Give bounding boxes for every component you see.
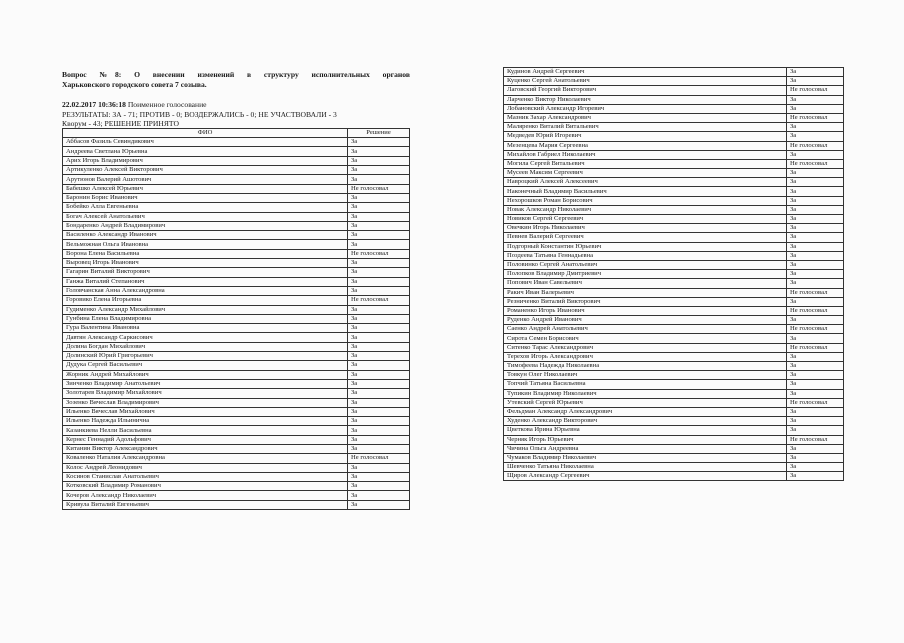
table-row xyxy=(63,389,410,398)
vote-decision: Не голосовал xyxy=(787,306,844,315)
deputy-name: Подгорный Константин Юрьевич xyxy=(504,242,787,251)
vote-decision: За xyxy=(787,150,844,159)
vote-decision: За xyxy=(787,123,844,132)
vote-decision: За xyxy=(787,242,844,251)
table-row xyxy=(63,482,410,491)
deputy-name: Куценко Сергей Анатольевич xyxy=(504,77,787,86)
table-row xyxy=(504,472,844,481)
table-row xyxy=(63,240,410,249)
vote-decision: За xyxy=(787,187,844,196)
vote-decision: За xyxy=(787,178,844,187)
table-row xyxy=(504,77,844,86)
table-row xyxy=(63,454,410,463)
deputy-name: Ганжа Виталий Степанович xyxy=(63,277,348,286)
deputy-name: Могила Сергей Витальевич xyxy=(504,159,787,168)
vote-decision: Не голосовал xyxy=(787,86,844,95)
voting-timestamp: 22.02.2017 10:36:18 xyxy=(62,100,126,109)
deputy-name: Бaронин Борис Иванович xyxy=(63,193,348,202)
vote-decision: За xyxy=(787,407,844,416)
vote-decision: За xyxy=(348,221,410,230)
vote-decision: За xyxy=(787,104,844,113)
vote-decision: За xyxy=(348,342,410,351)
deputy-name: Саенко Андрей Анатольевич xyxy=(504,325,787,334)
deputy-name: Новиков Сергей Сергеевич xyxy=(504,215,787,224)
vote-decision: За xyxy=(787,380,844,389)
header-decision: Решение xyxy=(348,129,410,138)
table-row xyxy=(504,169,844,178)
table-row xyxy=(504,113,844,122)
table-row xyxy=(504,205,844,214)
deputy-name: Шевченко Татьяна Николаевна xyxy=(504,463,787,472)
vote-decision: За xyxy=(348,472,410,481)
table-row xyxy=(504,178,844,187)
table-row xyxy=(63,370,410,379)
vote-decision: За xyxy=(787,270,844,279)
vote-decision: За xyxy=(348,361,410,370)
vote-decision: За xyxy=(348,268,410,277)
vote-decision: За xyxy=(348,156,410,165)
deputy-name: Долинский Юрий Григорьевич xyxy=(63,352,348,361)
vote-table-right xyxy=(503,67,844,481)
vote-decision: За xyxy=(787,95,844,104)
table-row xyxy=(504,407,844,416)
deputy-name: Золотарев Владимир Михайлович xyxy=(63,389,348,398)
deputy-name: Богач Алексей Анатольевич xyxy=(63,212,348,221)
deputy-name: Руденко Андрей Иванович xyxy=(504,316,787,325)
table-row xyxy=(504,288,844,297)
vote-decision: За xyxy=(348,277,410,286)
table-row xyxy=(63,231,410,240)
vote-decision: За xyxy=(787,362,844,371)
vote-decision: За xyxy=(787,371,844,380)
table-row xyxy=(63,333,410,342)
table-row xyxy=(63,193,410,202)
table-row xyxy=(504,150,844,159)
vote-decision: За xyxy=(348,435,410,444)
table-row xyxy=(63,268,410,277)
voting-quorum: Кворум - 43; РЕШЕНИЕ ПРИНЯТО xyxy=(62,119,179,128)
vote-decision: За xyxy=(787,352,844,361)
vote-decision: Не голосовал xyxy=(787,398,844,407)
vote-decision: За xyxy=(348,333,410,342)
deputy-name: Лаговский Георгий Викторович xyxy=(504,86,787,95)
table-row xyxy=(504,233,844,242)
deputy-name: Сирота Семен Борисович xyxy=(504,334,787,343)
vote-decision: За xyxy=(787,132,844,141)
deputy-name: Топчий Татьяна Васильевна xyxy=(504,380,787,389)
deputy-name: Выровец Игорь Иванович xyxy=(63,259,348,268)
question-title-line1: Вопрос №8: О внесении изменений в структуру исполнительных органов xyxy=(62,70,410,79)
deputy-name: Вельможная Ольга Ивановна xyxy=(63,240,348,249)
voting-type: Поименное голосование xyxy=(127,100,207,109)
deputy-name: Бондаренко Андрей Владимирович xyxy=(63,221,348,230)
deputy-name: Половинко Сергей Анатольевич xyxy=(504,260,787,269)
table-row xyxy=(63,491,410,500)
deputy-name: Кудинов Андрей Сергеевич xyxy=(504,68,787,77)
vote-decision: За xyxy=(348,286,410,295)
table-row xyxy=(63,296,410,305)
deputy-name: Косинов Станислав Анатольевич xyxy=(63,472,348,481)
deputy-name: Михайлов Габриел Николаевич xyxy=(504,150,787,159)
vote-decision: За xyxy=(787,196,844,205)
table-row xyxy=(63,407,410,416)
deputy-name: Медведев Юрий Игоревич xyxy=(504,132,787,141)
deputy-name: Мазник Захар Александрович xyxy=(504,113,787,122)
deputy-name: Певнев Валерий Сергеевич xyxy=(504,233,787,242)
deputy-name: Щиров Александр Сергеевич xyxy=(504,472,787,481)
vote-decision: За xyxy=(348,370,410,379)
table-row xyxy=(504,417,844,426)
deputy-name: Резниченко Виталий Викторович xyxy=(504,297,787,306)
vote-decision: За xyxy=(787,334,844,343)
vote-decision: За xyxy=(787,463,844,472)
deputy-name: Китанин Виктор Александрович xyxy=(63,444,348,453)
table-row xyxy=(63,314,410,323)
table-row xyxy=(504,362,844,371)
table-row xyxy=(63,249,410,258)
table-row xyxy=(63,463,410,472)
table-row xyxy=(504,352,844,361)
table-row xyxy=(63,147,410,156)
table-row xyxy=(63,352,410,361)
deputy-name: Товкун Олег Николаевич xyxy=(504,371,787,380)
table-row xyxy=(63,417,410,426)
table-row xyxy=(504,270,844,279)
deputy-name: Чичина Ольга Андреевна xyxy=(504,444,787,453)
vote-decision: За xyxy=(787,453,844,462)
table-row xyxy=(504,224,844,233)
table-row xyxy=(504,141,844,150)
deputy-name: Черняк Игорь Юрьевич xyxy=(504,435,787,444)
table-row xyxy=(504,242,844,251)
vote-decision: За xyxy=(787,77,844,86)
vote-decision: За xyxy=(348,491,410,500)
table-row xyxy=(504,132,844,141)
vote-decision: За xyxy=(348,175,410,184)
vote-decision: За xyxy=(348,398,410,407)
table-row xyxy=(63,166,410,175)
deputy-name: Новак Александр Николаевич xyxy=(504,205,787,214)
table-row xyxy=(63,435,410,444)
table-row xyxy=(504,371,844,380)
deputy-name: Артикуленко Алексей Викторович xyxy=(63,166,348,175)
table-row xyxy=(504,95,844,104)
deputy-name: Головчанская Анна Александровна xyxy=(63,286,348,295)
voting-meta xyxy=(62,100,422,129)
table-row xyxy=(504,104,844,113)
table-row xyxy=(63,203,410,212)
table-row xyxy=(504,463,844,472)
table-row xyxy=(504,316,844,325)
table-row xyxy=(63,184,410,193)
header-name: ФИО xyxy=(63,129,348,138)
table-row xyxy=(63,472,410,481)
deputy-name: Бабешко Алексей Юрьевич xyxy=(63,184,348,193)
table-row xyxy=(63,444,410,453)
vote-decision: За xyxy=(787,279,844,288)
vote-decision: За xyxy=(348,240,410,249)
vote-decision: За xyxy=(787,260,844,269)
deputy-name: Жорник Андрей Михайлович xyxy=(63,370,348,379)
table-row xyxy=(504,279,844,288)
table-row xyxy=(504,380,844,389)
vote-decision: За xyxy=(348,389,410,398)
table-row xyxy=(63,212,410,221)
vote-decision: За xyxy=(787,426,844,435)
deputy-name: Тимофеева Надежда Николаевна xyxy=(504,362,787,371)
deputy-name: Худенко Александр Викторович xyxy=(504,417,787,426)
vote-decision: За xyxy=(787,316,844,325)
table-row xyxy=(504,297,844,306)
table-row xyxy=(504,123,844,132)
deputy-name: Гунбина Елена Владимировна xyxy=(63,314,348,323)
table-row xyxy=(63,342,410,351)
vote-decision: За xyxy=(348,407,410,416)
vote-decision: За xyxy=(787,389,844,398)
deputy-name: Зозенко Вячеслав Владимирович xyxy=(63,398,348,407)
table-row xyxy=(63,379,410,388)
table-row xyxy=(504,389,844,398)
vote-decision: За xyxy=(348,203,410,212)
deputy-name: Полопков Владимир Дмитриевич xyxy=(504,270,787,279)
vote-decision: Не голосовал xyxy=(348,454,410,463)
vote-decision: За xyxy=(787,68,844,77)
vote-decision: За xyxy=(787,444,844,453)
vote-decision: За xyxy=(348,500,410,509)
vote-decision: За xyxy=(348,138,410,147)
table-row xyxy=(504,196,844,205)
vote-decision: Не голосовал xyxy=(348,184,410,193)
table-row xyxy=(63,259,410,268)
deputy-name: Фельдман Александр Александрович xyxy=(504,407,787,416)
deputy-name: Арутюнов Валерий Ашотович xyxy=(63,175,348,184)
deputy-name: Ларченко Виктор Николаевич xyxy=(504,95,787,104)
deputy-name: Долина Богдан Михайлович xyxy=(63,342,348,351)
vote-decision: За xyxy=(787,233,844,242)
deputy-name: Зинченко Владимир Анатольевич xyxy=(63,379,348,388)
table-row xyxy=(63,361,410,370)
deputy-name: Коваленко Наталия Александровна xyxy=(63,454,348,463)
table-row xyxy=(63,286,410,295)
deputy-name: Нехорошков Роман Борисович xyxy=(504,196,787,205)
vote-table-left xyxy=(62,128,410,510)
deputy-name: Горовико Елена Игорьевна xyxy=(63,296,348,305)
vote-decision: За xyxy=(348,324,410,333)
deputy-name: Ильенко Вячеслав Михайлович xyxy=(63,407,348,416)
table-row xyxy=(504,68,844,77)
deputy-name: Наконечный Владимир Васильевич xyxy=(504,187,787,196)
vote-decision: Не голосовал xyxy=(348,296,410,305)
vote-decision: За xyxy=(348,193,410,202)
table-row xyxy=(504,334,844,343)
table-row xyxy=(504,444,844,453)
deputy-name: Давтян Александр Саркисович xyxy=(63,333,348,342)
vote-decision: За xyxy=(787,169,844,178)
table-header-row xyxy=(63,129,410,138)
question-title-line2: Харьковского городского совета 7 созыва. xyxy=(62,80,207,89)
deputy-name: Утевский Сергей Юрьевич xyxy=(504,398,787,407)
vote-decision: Не голосовал xyxy=(787,159,844,168)
vote-decision: За xyxy=(787,297,844,306)
table-row xyxy=(504,187,844,196)
deputy-name: Тупикин Владимир Николаевич xyxy=(504,389,787,398)
vote-decision: За xyxy=(348,231,410,240)
vote-decision: Не голосовал xyxy=(787,113,844,122)
table-row xyxy=(63,324,410,333)
vote-decision: За xyxy=(348,463,410,472)
table-row xyxy=(63,156,410,165)
deputy-name: Чумаков Владимир Николаевич xyxy=(504,453,787,462)
vote-decision: За xyxy=(348,305,410,314)
deputy-name: Терехов Игорь Александрович xyxy=(504,352,787,361)
voting-results: РЕЗУЛЬТАТЫ: ЗА - 71; ПРОТИВ - 0; ВОЗДЕРЖАЛИСЬ - 0; НЕ УЧАСТВОВАЛИ - 3 xyxy=(62,109,337,119)
vote-decision: За xyxy=(787,472,844,481)
vote-decision: За xyxy=(348,212,410,221)
table-row xyxy=(63,426,410,435)
deputy-name: Попович Иван Савельевич xyxy=(504,279,787,288)
deputy-name: Кочеров Александр Николаевич xyxy=(63,491,348,500)
deputy-name: Котковский Владимир Романович xyxy=(63,482,348,491)
deputy-name: Мезенцева Мария Сергеевна xyxy=(504,141,787,150)
deputy-name: Бобейко Алла Евгеньевна xyxy=(63,203,348,212)
vote-decision: Не голосовал xyxy=(348,249,410,258)
vote-decision: За xyxy=(348,379,410,388)
deputy-name: Ракич Иван Валерьевич xyxy=(504,288,787,297)
table-row xyxy=(504,453,844,462)
deputy-name: Поздеева Татьяна Геннадьевна xyxy=(504,251,787,260)
deputy-name: Гудименко Александр Михайлович xyxy=(63,305,348,314)
voting-header-line xyxy=(62,100,422,110)
vote-decision: За xyxy=(348,147,410,156)
vote-table-left-body xyxy=(63,138,410,510)
question-heading xyxy=(62,70,410,90)
vote-decision: За xyxy=(348,417,410,426)
table-row xyxy=(504,86,844,95)
vote-decision: Не голосовал xyxy=(787,141,844,150)
vote-decision: За xyxy=(348,482,410,491)
deputy-name: Колос Андрей Леонидович xyxy=(63,463,348,472)
deputy-name: Гагарин Виталий Викторович xyxy=(63,268,348,277)
table-row xyxy=(504,251,844,260)
table-row xyxy=(504,215,844,224)
table-row xyxy=(504,159,844,168)
vote-decision: За xyxy=(787,215,844,224)
vote-decision: Не голосовал xyxy=(787,288,844,297)
deputy-name: Ильенко Надежда Ильинична xyxy=(63,417,348,426)
deputy-name: Овечкин Игорь Николаевич xyxy=(504,224,787,233)
deputy-name: Василенко Александр Иванович xyxy=(63,231,348,240)
vote-table-right-body xyxy=(504,68,844,481)
table-row xyxy=(504,398,844,407)
deputy-name: Гура Валентина Ивановна xyxy=(63,324,348,333)
table-row xyxy=(504,325,844,334)
vote-decision: Не голосовал xyxy=(787,343,844,352)
vote-decision: За xyxy=(348,352,410,361)
table-row xyxy=(504,343,844,352)
vote-decision: За xyxy=(348,444,410,453)
deputy-name: Цветкова Ирина Юрьевна xyxy=(504,426,787,435)
vote-decision: За xyxy=(787,251,844,260)
deputy-name: Арих Игорь Владимирович xyxy=(63,156,348,165)
vote-decision: За xyxy=(348,426,410,435)
table-row xyxy=(504,435,844,444)
table-row xyxy=(63,221,410,230)
deputy-name: Романенко Игорь Иванович xyxy=(504,306,787,315)
deputy-name: Казанкиева Нелли Васильевна xyxy=(63,426,348,435)
deputy-name: Кернес Геннадий Адольфович xyxy=(63,435,348,444)
table-row xyxy=(63,305,410,314)
vote-decision: Не голосовал xyxy=(787,435,844,444)
deputy-name: Ворона Елена Васильевна xyxy=(63,249,348,258)
vote-decision: За xyxy=(348,314,410,323)
deputy-name: Ситенко Тарас Александрович xyxy=(504,343,787,352)
vote-decision: За xyxy=(787,224,844,233)
table-row xyxy=(63,277,410,286)
table-row xyxy=(63,175,410,184)
deputy-name: Андреева Светлана Юрьевна xyxy=(63,147,348,156)
vote-decision: За xyxy=(348,166,410,175)
deputy-name: Мусеев Максим Сергеевич xyxy=(504,169,787,178)
table-row xyxy=(504,426,844,435)
deputy-name: Кривула Виталий Евгеньевич xyxy=(63,500,348,509)
table-row xyxy=(504,306,844,315)
table-row xyxy=(63,138,410,147)
table-row xyxy=(504,260,844,269)
vote-decision: Не голосовал xyxy=(787,325,844,334)
deputy-name: Дудука Сергей Васильевич xyxy=(63,361,348,370)
vote-decision: За xyxy=(348,259,410,268)
deputy-name: Маляренко Виталий Витальевич xyxy=(504,123,787,132)
vote-decision: За xyxy=(787,205,844,214)
vote-decision: За xyxy=(787,417,844,426)
deputy-name: Навроцкий Алексей Алексеевич xyxy=(504,178,787,187)
deputy-name: Лобановский Александр Игоревич xyxy=(504,104,787,113)
deputy-name: Аббасов Фазиль Севиндикович xyxy=(63,138,348,147)
table-row xyxy=(63,398,410,407)
table-row xyxy=(63,500,410,509)
